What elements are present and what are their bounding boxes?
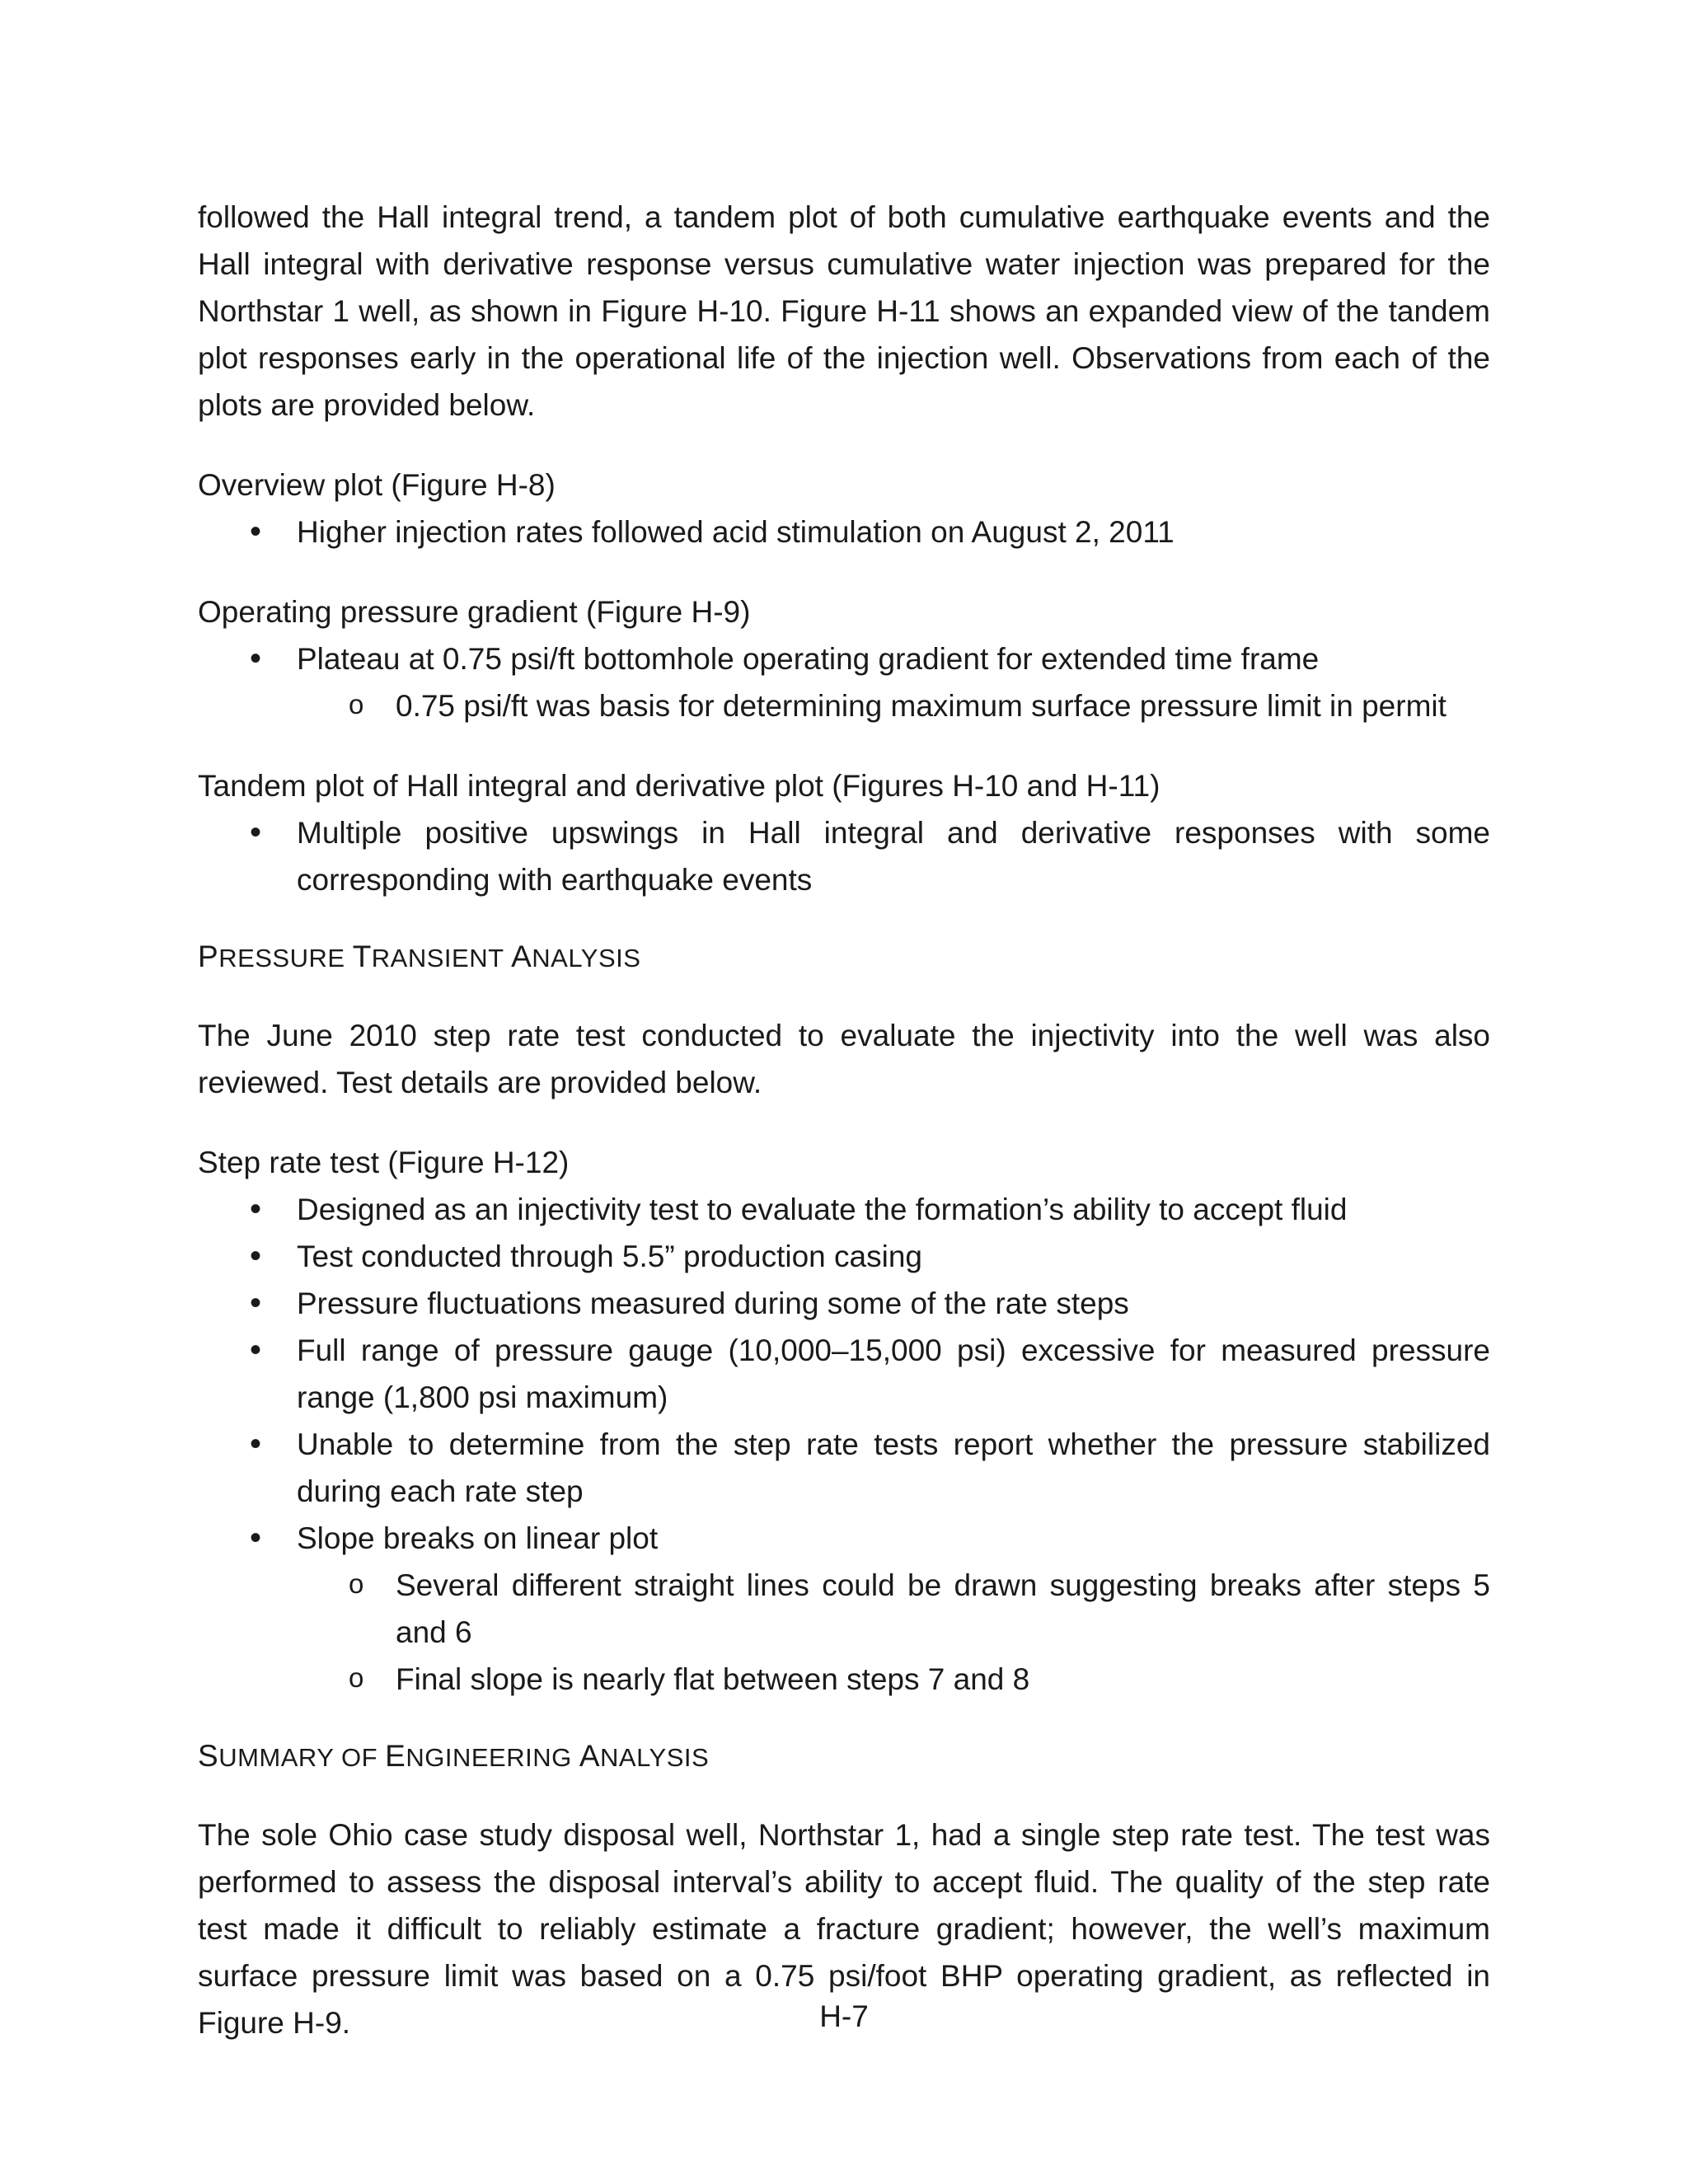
list-item: • Pressure fluctuations measured during some of the rate steps — [198, 1280, 1490, 1327]
document-page — [198, 194, 1490, 2046]
step-rate-test-title: Step rate test (Figure H-12) — [198, 1146, 570, 1179]
step-rate-test-sublist — [198, 1562, 1490, 1703]
list-item: • Plateau at 0.75 psi/ft bottomhole operating gradient for extended time frame — [198, 635, 1490, 682]
section-heading-pressure-transient: PRESSURE TRANSIENT ANALYSIS — [198, 940, 641, 973]
overview-plot-title: Overview plot (Figure H-8) — [198, 468, 556, 502]
gradient-plot-title: Operating pressure gradient (Figure H-9) — [198, 595, 751, 629]
list-item: • Designed as an injectivity test to evaluate the formation’s ability to accept fluid — [198, 1186, 1490, 1233]
gradient-plot-list — [198, 635, 1490, 682]
pta-paragraph: The June 2010 step rate test conducted to evaluate the injectivity into the well was also reviewed. Test details are provided below. — [198, 1019, 1490, 1099]
tandem-plot-list — [198, 809, 1490, 903]
sub-list-item: o Final slope is nearly flat between steps 7 and 8 — [198, 1656, 1490, 1703]
page-number: H-7 — [819, 1999, 869, 2033]
list-item: • Test conducted through 5.5” production casing — [198, 1233, 1490, 1280]
list-item: • Unable to determine from the step rate tests report whether the pressure stabilized during each rate step — [198, 1421, 1490, 1515]
tandem-plot-title: Tandem plot of Hall integral and derivative plot (Figures H-10 and H-11) — [198, 769, 1160, 803]
list-item: • Full range of pressure gauge (10,000–15,000 psi) excessive for measured pressure range (1,800 psi maximum) — [198, 1327, 1490, 1421]
overview-plot-list — [198, 509, 1490, 555]
list-item: • Slope breaks on linear plot — [198, 1515, 1490, 1562]
list-item: • Multiple positive upswings in Hall integral and derivative responses with some corresponding with earthquake events — [198, 809, 1490, 903]
gradient-plot-sublist — [198, 682, 1490, 729]
section-heading-summary: SUMMARY OF ENGINEERING ANALYSIS — [198, 1739, 710, 1773]
summary-paragraph: The sole Ohio case study disposal well, Northstar 1, had a single step rate test. The test was performed to assess the disposal interval’s ability to accept fluid. The quality of the step rate test made it difficult to reliably estimate a fracture gradient; however, the well’s maximum surface pressure limit was based on a 0.75 psi/foot BHP operating gradient, as reflected in Figure H-9. — [198, 1818, 1490, 2040]
sub-list-item: o 0.75 psi/ft was basis for determining maximum surface pressure limit in permit — [198, 682, 1490, 729]
sub-list-item: o Several different straight lines could be drawn suggesting breaks after steps 5 and 6 — [198, 1562, 1490, 1656]
list-item: • Higher injection rates followed acid stimulation on August 2, 2011 — [198, 509, 1490, 555]
intro-paragraph: followed the Hall integral trend, a tandem plot of both cumulative earthquake events and the Hall integral with derivative response versus cumulative water injection was prepared for the Northstar 1 well, as shown in Figure H-10. Figure H-11 shows an expanded view of the tandem plot responses early in the operational life of the injection well. Observations from each of the plots are provided below. — [198, 200, 1490, 422]
step-rate-test-list — [198, 1186, 1490, 1562]
